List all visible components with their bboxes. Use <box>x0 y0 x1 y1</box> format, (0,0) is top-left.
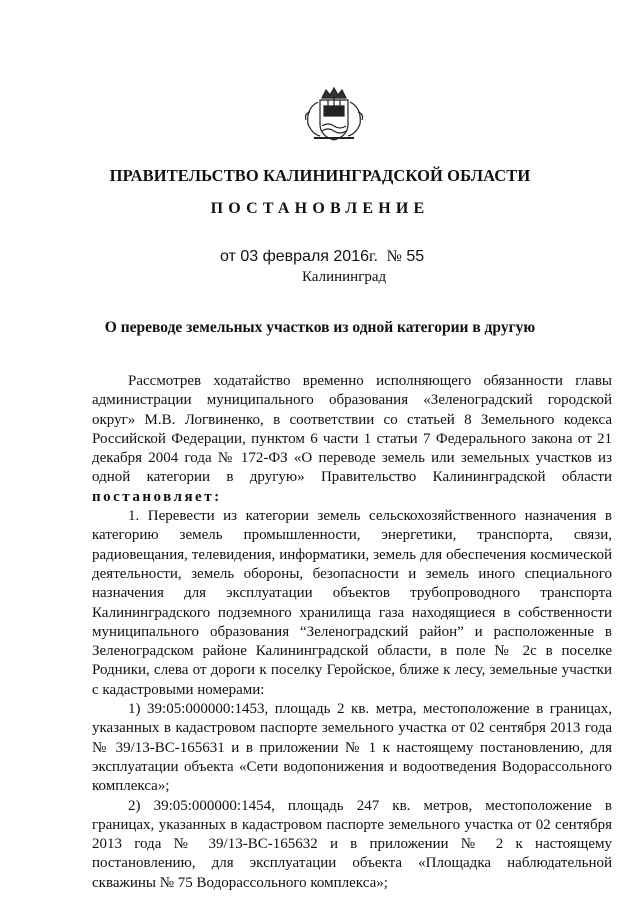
resolution-verb: постановляет: <box>92 488 222 505</box>
preamble-text: Рассмотрев ходатайство временно исполняющего обязанности главы администрации муниципального образования «Зеленоградский городской округ» М.В. Логвиненко, в соответствии со статьей 8 Земельного кодекса Российской Федерации, пунктом 6 части 1 статьи 7 Федерального закона от 21 декабря 2004 года № 172-ФЗ «О переводе земель или земельных участков из одной категории в другую» Правительство Калининградской области <box>92 373 612 486</box>
document-type: ПОСТАНОВЛЕНИЕ <box>210 200 430 217</box>
date-year: 2016 <box>333 248 369 265</box>
document-title: О переводе земельных участков из одной категории в другую <box>104 319 536 336</box>
number-sign: № <box>386 248 402 265</box>
year-suffix: г. <box>368 248 378 265</box>
preamble-paragraph <box>92 372 612 507</box>
coat-of-arms-icon <box>298 84 370 144</box>
government-name: ПРАВИТЕЛЬСТВО КАЛИНИНГРАДСКОЙ ОБЛАСТИ <box>109 166 531 185</box>
clause-1: 1. Перевести из категории земель сельскохозяйственного назначения в категорию земель промышленности, энергетики, транспорта, связи, радиовещания, телевидения, информатики, земель для обеспечения космической деятельности, земель обороны, безопасности и земель иного специального назначения для эксплуатации объектов трубопроводного транспорта Калининградского подземного хранилища газа находящиеся в собственности муниципального образования “Зеленоградский район” и расположенные в Зеленоградском районе Калининградской области, в поле № 2с в поселке Родники, слева от дороги к поселку Геройское, ближе к лесу, земельные участки с кадастровыми номерами: <box>92 508 612 698</box>
parcel-item-2: 2) 39:05:000000:1454, площадь 247 кв. метров, местоположение в границах, указанных в кадастровом паспорте земельного участка от 02 сентября 2013 года № 39/13-ВС-165632 и в приложении № 2 к настоящему постановлению, для эксплуатации объекта «Площадка наблюдательной скважины № 75 Водорассольного комплекса»; <box>92 797 612 891</box>
date-prefix: от <box>220 248 236 265</box>
date-line <box>220 248 424 266</box>
date-month: февраля <box>262 248 329 265</box>
city: Калининград <box>302 269 387 285</box>
document-body <box>92 372 612 893</box>
parcel-item-1: 1) 39:05:000000:1453, площадь 2 кв. метра, местоположение в границах, указанных в кадастровом паспорте земельного участка от 02 сентября 2013 года № 39/13-ВС-165631 и в приложении № 1 к настоящему постановлению, для эксплуатации объекта «Сети водопонижения и водоотведения Водорассольного комплекса»; <box>92 701 612 795</box>
date-day: 03 <box>240 248 259 265</box>
document-number: 55 <box>406 248 425 265</box>
